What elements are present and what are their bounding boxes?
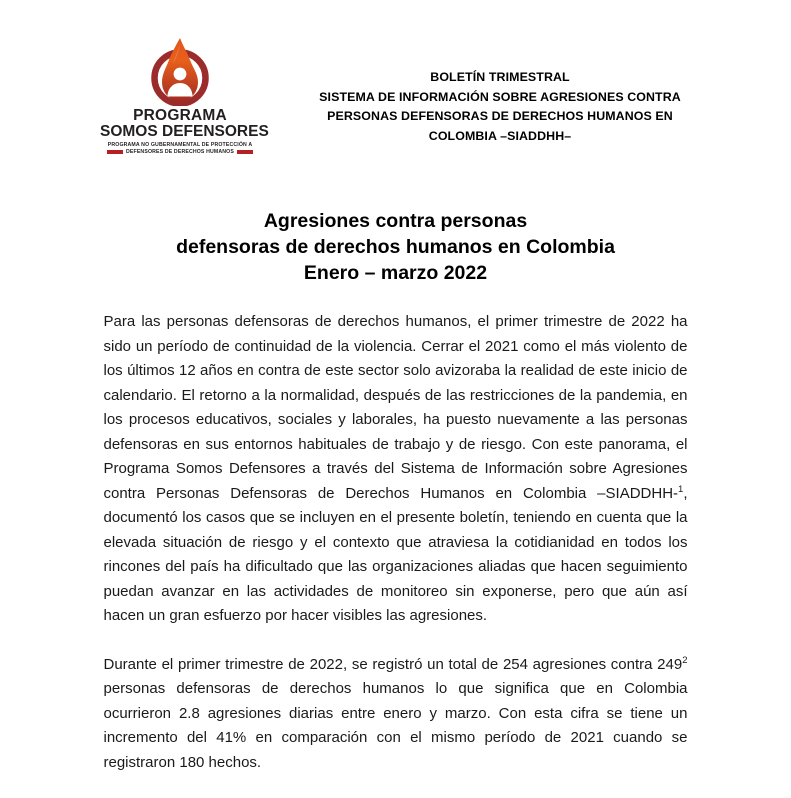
logo-wordmark — [100, 107, 269, 140]
paragraph-2-text-part-2: personas defensoras de derechos humanos lo que significa que en Colombia ocurrieron 2.8 agresiones diarias entre enero y marzo. Con esta cifra se tiene un incremento del 41% en comparación con el mismo período de 2021 cuando se registraron 180 hechos. — [103, 680, 688, 771]
page-title-line-1: Agresiones contra personas — [263, 210, 528, 232]
organization-logo — [100, 30, 269, 156]
paragraph-2 — [104, 653, 688, 776]
tagline-bar-right — [237, 150, 253, 154]
header-line-1: BOLETÍN TRIMESTRAL — [430, 70, 570, 84]
logo-tagline — [100, 142, 260, 156]
paragraph-1 — [104, 310, 688, 629]
footnote-marker-1: 1 — [678, 483, 684, 495]
page-title-line-2: defensoras de derechos humanos en Colombia — [176, 236, 615, 258]
header-line-2: SISTEMA DE INFORMACIÓN SOBRE AGRESIONES CONTRA — [319, 89, 681, 104]
logo-wordmark-line2: SOMOS DEFENSORES — [100, 122, 269, 140]
logo-tagline-line2: DEFENSORES DE DERECHOS HUMANOS — [126, 149, 234, 156]
tagline-bar-left — [107, 150, 123, 154]
logo-tagline-line1: PROGRAMA NO GUBERNAMENTAL DE PROTECCIÓN A — [107, 142, 253, 148]
footnote-marker-2: 2 — [682, 654, 688, 666]
page-title-line-3: Enero – marzo 2022 — [303, 262, 488, 284]
header-line-4: COLOMBIA –SIADDHH– — [428, 128, 572, 143]
paragraph-2-text-part-1: Durante el primer trimestre de 2022, se registró un total de 254 agresiones contra 249 — [103, 655, 683, 673]
page-title — [76, 172, 716, 286]
bulletin-header — [290, 68, 710, 146]
masthead — [0, 0, 791, 172]
paragraph-1-text-part-1: Para las personas defensoras de derechos humanos, el primer trimestre de 2022 ha sido un período de continuidad de la violencia. Cerrar el 2021 como el más violento de los últimos 12 años en contra de este sector solo avizoraba la realidad de este inicio de calendario. El retorno a la normalidad, después de las restricciones de la pandemia, en los procesos educativos, sociales y laborales, ha puesto nuevamente a las personas defensoras en sus entornos habituales de trabajo y de riesgo. Con este panorama, el Programa Somos Defensores a través del Sistema de Información sobre Agresiones contra Personas Defensoras de Derechos Humanos en Colombia –SIADDHH- — [103, 313, 688, 502]
logo-tagline-line2-row — [100, 149, 260, 156]
document-body — [104, 286, 688, 775]
flame-person-logo-icon — [100, 30, 260, 106]
logo-wordmark-line1: PROGRAMA — [133, 107, 227, 124]
header-line-3: PERSONAS DEFENSORAS DE DERECHOS HUMANOS EN — [327, 109, 673, 123]
paragraph-1-text-part-2: , documentó los casos que se incluyen en el presente boletín, teniendo en cuenta que la elevada situación de riesgo y el contexto que atraviesa la cotidianidad en todos los rincones del país ha dificultado que las organizaciones aliadas que hacen seguimiento puedan avanzar en las actividades de monitoreo sin exponerse, pero que aún así hacen un gran esfuerzo por hacer visibles las agresiones. — [103, 484, 688, 624]
